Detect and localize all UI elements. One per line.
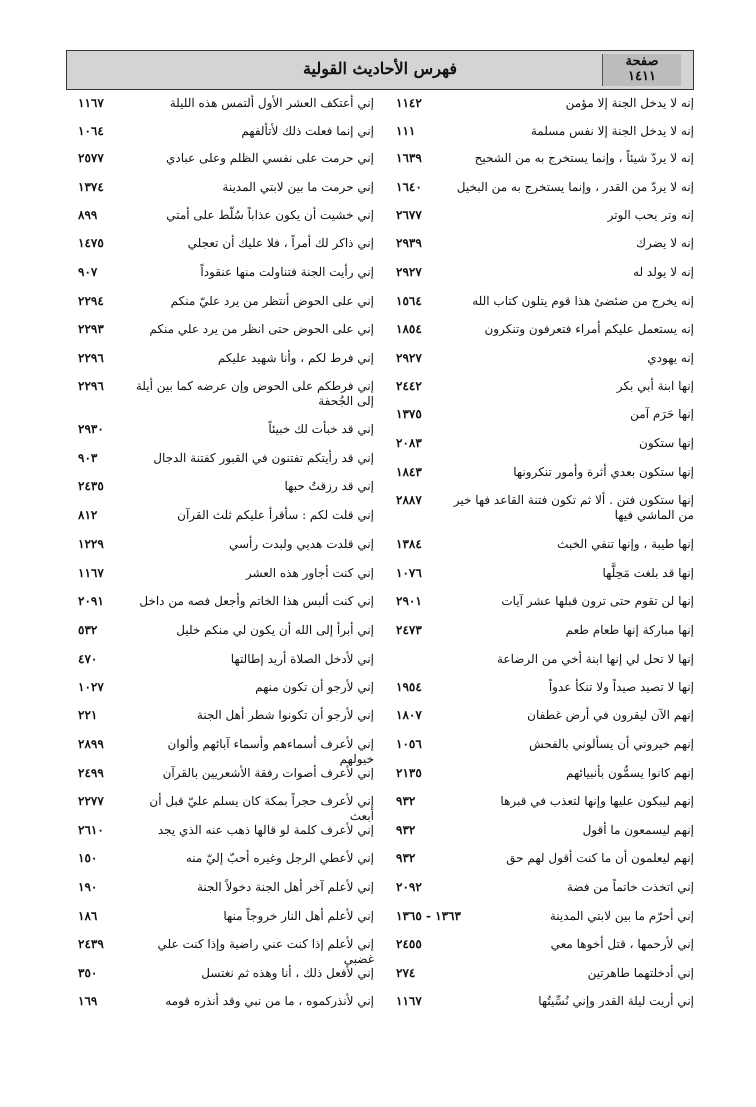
index-entry xyxy=(378,937,694,952)
index-entry xyxy=(378,708,694,723)
entry-text: إنهم الآن ليقرون في أرض غطفان xyxy=(527,708,694,722)
entry-page-number: ٥٣٢ xyxy=(78,623,98,637)
index-entry xyxy=(378,436,694,451)
entry-text: إني لأعرف أسماءهم وأسماء آبائهم وألوان خيولهم xyxy=(167,737,374,766)
entry-page-number: ١٣٦٣ - ١٣٦٥ xyxy=(396,909,461,923)
entry-page-number: ٢٢٩٣ xyxy=(78,322,104,336)
entry-text: إنها لا تحل لي إنها ابنة أخي من الرضاعة xyxy=(496,652,694,666)
entry-text: إنها ستكون بعدي أثرة وأمور تنكرونها xyxy=(513,465,694,479)
entry-page-number: ٩٠٧ xyxy=(78,265,98,279)
entry-text: إنهم خيروني أن يسألوني بالفحش xyxy=(528,737,694,751)
entry-text: إني حرمت ما بين لابتي المدينة xyxy=(222,180,374,194)
page-number: ١٤١١ xyxy=(628,69,656,84)
entry-text: إنها طيبة ، وإنها تنفي الخبث xyxy=(557,537,694,551)
entry-page-number: ٢٨٩٩ xyxy=(78,737,104,751)
index-entry xyxy=(378,124,694,139)
entry-text: إني لأرحمها ، قتل أخوها معي xyxy=(550,937,694,951)
entry-text: إنه لا يدخل الجنة إلا نفس مسلمة xyxy=(530,124,694,138)
index-entry xyxy=(378,151,694,166)
entry-text: إنها ستكون xyxy=(639,436,694,450)
page-number-box xyxy=(602,54,681,86)
entry-text: إني لأعلم أهل النار خروجاً منها xyxy=(223,909,374,923)
entry-page-number: ٢٧٤ xyxy=(396,966,416,980)
index-entry xyxy=(378,322,694,337)
index-entry xyxy=(378,265,694,280)
entry-text: إني كنت ألبس هذا الخاتم وأجعل فصه من داخل xyxy=(139,594,374,608)
entry-text: إنه لا يردّ من القدر ، وإنما يستخرج به من البخيل xyxy=(456,180,694,194)
entry-page-number: ٢٤٣٩ xyxy=(78,937,104,951)
entry-text: إني أريت ليلة القدر وإني نُسِّيتُها xyxy=(538,994,694,1008)
index-entry xyxy=(378,537,694,552)
index-entry xyxy=(74,180,374,195)
entry-page-number: ١٣٨٤ xyxy=(396,537,422,551)
index-header xyxy=(66,50,694,90)
entry-text: إني أحرّم ما بين لابتي المدينة xyxy=(549,909,694,923)
index-entry xyxy=(74,994,374,1009)
entry-page-number: ٣٥٠ xyxy=(78,966,98,980)
entry-text: إني لأدخل الصلاة أريد إطالتها xyxy=(230,652,374,666)
index-entry xyxy=(74,594,374,609)
entry-page-number: ٢٠٩١ xyxy=(78,594,104,608)
entry-page-number: ١٨٤٣ xyxy=(396,465,422,479)
index-entry xyxy=(378,880,694,895)
entry-page-number: ١٥٠ xyxy=(78,851,98,865)
index-entry xyxy=(74,208,374,223)
entry-text: إنه يستعمل عليكم أمراء فتعرفون وتنكرون xyxy=(484,322,694,336)
index-entry xyxy=(74,294,374,309)
index-entry xyxy=(74,851,374,866)
entry-text: إنها لن تقوم حتى ترون قبلها عشر آيات xyxy=(501,594,694,608)
index-entry xyxy=(74,823,374,838)
entry-page-number: ١٦٤٠ xyxy=(396,180,422,194)
entry-text: إني لأعرف أصوات رفقة الأشعريين بالقرآن xyxy=(162,766,374,780)
entry-text: إني لأفعل ذلك ، أنا وهذه ثم نغتسل xyxy=(201,966,374,980)
entry-page-number: ٢٥٧٧ xyxy=(78,151,104,165)
entry-page-number: ٩٣٢ xyxy=(396,851,416,865)
index-entry xyxy=(74,537,374,552)
entry-text: إنها حَرَم آمن xyxy=(630,407,694,421)
entry-page-number: ٢٠٩٢ xyxy=(396,880,422,894)
entry-page-number: ٢٢٧٧ xyxy=(78,794,104,808)
entry-page-number: ٢٢١ xyxy=(78,708,98,722)
entry-page-number: ١١٦٧ xyxy=(396,994,422,1008)
entry-text: إني اتخذت خاتماً من فضة xyxy=(566,880,694,894)
entry-page-number: ٢٢٩٦ xyxy=(78,379,104,393)
entry-page-number: ٢٩٠١ xyxy=(396,594,422,608)
entry-text: إني قد خبأت لك خبيئاً xyxy=(268,422,374,436)
entry-text: إنه لا يولد له xyxy=(633,265,694,279)
entry-text: إني على الحوض أنتظر من يرد عليّ منكم xyxy=(170,294,374,308)
index-entry xyxy=(378,766,694,781)
entry-page-number: ٢٤٤٢ xyxy=(396,379,422,393)
entry-text: إنه يخرج من ضئضئ هذا قوم يتلون كتاب الله xyxy=(472,294,694,308)
entry-text: إني على الحوض حتى انظر من يرد علي منكم xyxy=(149,322,374,336)
entry-page-number: ٨١٢ xyxy=(78,508,98,522)
index-entry xyxy=(74,151,374,166)
entry-page-number: ١٩٠ xyxy=(78,880,98,894)
entry-text: إني قلت لكم : سأقرأ عليكم ثلث القرآن xyxy=(177,508,374,522)
index-entry xyxy=(74,124,374,139)
entry-text: إني قد رزقتُ حبها xyxy=(284,479,374,493)
index-entry xyxy=(74,422,374,437)
entry-page-number: ١٠٢٧ xyxy=(78,680,104,694)
entry-page-number: ١٠٥٦ xyxy=(396,737,422,751)
index-entry xyxy=(74,96,374,111)
entry-page-number: ١١٤٢ xyxy=(396,96,422,110)
entry-page-number: ٢١٣٥ xyxy=(396,766,422,780)
entry-text: إنه لا يضرك xyxy=(636,236,694,250)
entry-page-number: ١٢٢٩ xyxy=(78,537,104,551)
entry-text: إنها ابنة أبي بكر xyxy=(616,379,694,393)
entry-page-number: ٩٣٢ xyxy=(396,823,416,837)
entry-text: إني لأعرف كلمة لو قالها ذهب عنه الذي يجد xyxy=(157,823,374,837)
entry-text: إنه لا يردّ شيئاً ، وإنما يستخرج به من الشحيح xyxy=(474,151,694,165)
entry-text: إني لأنذركموه ، ما من نبي وقد أنذره قومه xyxy=(165,994,374,1008)
index-entry xyxy=(378,493,694,523)
entry-page-number: ٢٢٩٦ xyxy=(78,351,104,365)
entry-page-number: ١٠٦٤ xyxy=(78,124,104,138)
entry-page-number: ٢٠٨٣ xyxy=(396,436,422,450)
index-entry xyxy=(74,737,374,767)
entry-text: إنها قد بلغت مَحِلَّها xyxy=(602,566,694,580)
index-entry xyxy=(378,851,694,866)
entry-text: إنه وتر يحب الوتر xyxy=(607,208,694,222)
index-entry xyxy=(74,623,374,638)
entry-page-number: ٢٤٥٥ xyxy=(396,937,422,951)
entry-text: إني لأعلم آخر أهل الجنة دخولاً الجنة xyxy=(196,880,374,894)
entry-page-number: ١٦٩ xyxy=(78,994,98,1008)
index-entry xyxy=(378,994,694,1009)
entry-text: إني ذاكر لك أمراً ، فلا عليك أن تعجلي xyxy=(187,236,374,250)
index-entry xyxy=(378,566,694,581)
entry-text: إني كنت أجاور هذه العشر xyxy=(245,566,374,580)
index-entry xyxy=(378,823,694,838)
index-entry xyxy=(74,680,374,695)
entry-page-number: ١٦٣٩ xyxy=(396,151,422,165)
index-entry xyxy=(378,96,694,111)
entry-text: إني لأعلم إذا كنت عني راضية وإذا كنت علي غضبى xyxy=(157,937,374,966)
index-entry xyxy=(74,566,374,581)
index-entry xyxy=(378,594,694,609)
index-entry xyxy=(74,451,374,466)
entry-page-number: ٨٩٩ xyxy=(78,208,98,222)
entry-page-number: ٢٦٧٧ xyxy=(396,208,422,222)
index-entry xyxy=(74,265,374,280)
entry-page-number: ٩٠٣ xyxy=(78,451,98,465)
index-entry xyxy=(74,794,374,824)
index-title: فهرس الأحاديث القولية xyxy=(302,59,458,78)
entry-text: إني أعتكف العشر الأول ألتمس هذه الليلة xyxy=(169,96,374,110)
entry-page-number: ٢٤٧٣ xyxy=(396,623,422,637)
index-entry xyxy=(378,680,694,695)
entry-page-number: ١١١ xyxy=(396,124,416,138)
entry-page-number: ١١٦٧ xyxy=(78,96,104,110)
entry-text: إني أبرأ إلى الله أن يكون لي منكم خليل xyxy=(176,623,374,637)
entry-page-number: ٩٣٢ xyxy=(396,794,416,808)
entry-text: إنهم ليبكون عليها وإنها لتعذب في قبرها xyxy=(500,794,694,808)
index-entry xyxy=(378,294,694,309)
entry-text: إني قلدت هديي ولبدت رأسي xyxy=(228,537,374,551)
entry-text: إنه يهودي xyxy=(647,351,694,365)
entry-page-number: ١٣٧٥ xyxy=(396,407,422,421)
entry-text: إني حرمت على نفسي الظلم وعلى عبادي xyxy=(166,151,374,165)
page-label: صفحة xyxy=(625,54,659,69)
entry-page-number: ١٨٥٤ xyxy=(396,322,422,336)
index-entry xyxy=(378,966,694,981)
entry-text: إني فرطكم على الحوض وإن عرضه كما بين أيلة إلى الجُحفة xyxy=(135,379,374,408)
index-entry xyxy=(74,937,374,967)
entry-page-number: ٢٩٣٠ xyxy=(78,422,104,436)
entry-text: إنهم كانوا يسمُّون بأنبيائهم xyxy=(566,766,694,780)
index-entry xyxy=(378,351,694,366)
index-entry xyxy=(74,379,374,409)
index-entry xyxy=(378,180,694,195)
entry-text: إني قد رأيتكم تفتنون في القبور كفتنة الدجال xyxy=(153,451,374,465)
index-entry xyxy=(74,652,374,667)
index-entry xyxy=(74,479,374,494)
index-entry xyxy=(74,508,374,523)
index-entry xyxy=(74,880,374,895)
entry-page-number: ٢٩٣٩ xyxy=(396,236,422,250)
entry-text: إنها لا تصيد صيداً ولا تنكأ عدواً xyxy=(548,680,694,694)
entry-text: إنه لا يدخل الجنة إلا مؤمن xyxy=(565,96,694,110)
index-entry xyxy=(378,623,694,638)
index-entry xyxy=(74,766,374,781)
entry-page-number: ١٤٧٥ xyxy=(78,236,104,250)
entry-page-number: ١٣٧٤ xyxy=(78,180,104,194)
entry-text: إني لأرجو أن تكون منهم xyxy=(255,680,374,694)
index-entry xyxy=(378,737,694,752)
entry-page-number: ١١٦٧ xyxy=(78,566,104,580)
entry-page-number: ١٥٦٤ xyxy=(396,294,422,308)
index-entry xyxy=(378,379,694,394)
entry-text: إني لأعطي الرجل وغيره أحبّ إليّ منه xyxy=(185,851,374,865)
entry-text: إني إنما فعلت ذلك لأتألفهم xyxy=(241,124,374,138)
entry-page-number: ٢٦١٠ xyxy=(78,823,104,837)
entry-page-number: ٢٩٢٧ xyxy=(396,351,422,365)
entry-page-number: ٢٤٩٩ xyxy=(78,766,104,780)
index-entry xyxy=(378,407,694,422)
entry-page-number: ٢٨٨٧ xyxy=(396,493,422,507)
entry-text: إني لأرجو أن تكونوا شطر أهل الجنة xyxy=(196,708,374,722)
entry-page-number: ٢٩٢٧ xyxy=(396,265,422,279)
entry-page-number: ١٨٠٧ xyxy=(396,708,422,722)
entry-page-number: ٢٢٩٤ xyxy=(78,294,104,308)
entry-page-number: ١٨٦ xyxy=(78,909,98,923)
index-entry xyxy=(378,208,694,223)
index-entry xyxy=(378,236,694,251)
entry-text: إني فرط لكم ، وأنا شهيد عليكم xyxy=(217,351,374,365)
entry-text: إني خشيت أن يكون عذاباً سُلّط على أمتي xyxy=(166,208,374,222)
entry-text: إنها مباركة إنها طعام طعم xyxy=(565,623,694,637)
entry-page-number: ٢٤٣٥ xyxy=(78,479,104,493)
entry-page-number: ١٩٥٤ xyxy=(396,680,422,694)
index-entry xyxy=(378,652,694,667)
index-entry xyxy=(378,465,694,480)
index-entry xyxy=(74,966,374,981)
index-entry xyxy=(74,236,374,251)
entry-text: إنهم ليعلمون أن ما كنت أقول لهم حق xyxy=(506,851,694,865)
index-entry xyxy=(74,708,374,723)
index-entry xyxy=(74,909,374,924)
entry-text: إني رأيت الجنة فتناولت منها عنقوداً xyxy=(200,265,374,279)
entry-text: إنها ستكون فتن . ألا ثم تكون فتنة القاعد فها خير من الماشي فيها xyxy=(453,493,694,522)
entry-text: إني أدخلتهما طاهرتين xyxy=(587,966,694,980)
entry-text: إني لأعرف حجراً بمكة كان يسلم عليّ قبل أن أبعث xyxy=(149,794,374,823)
index-entry xyxy=(74,351,374,366)
entry-text: إنهم ليسمعون ما أقول xyxy=(582,823,694,837)
index-entry xyxy=(74,322,374,337)
entry-page-number: ٤٧٠ xyxy=(78,652,98,666)
entry-page-number: ١٠٧٦ xyxy=(396,566,422,580)
index-entry xyxy=(378,794,694,809)
index-entry xyxy=(378,909,694,924)
